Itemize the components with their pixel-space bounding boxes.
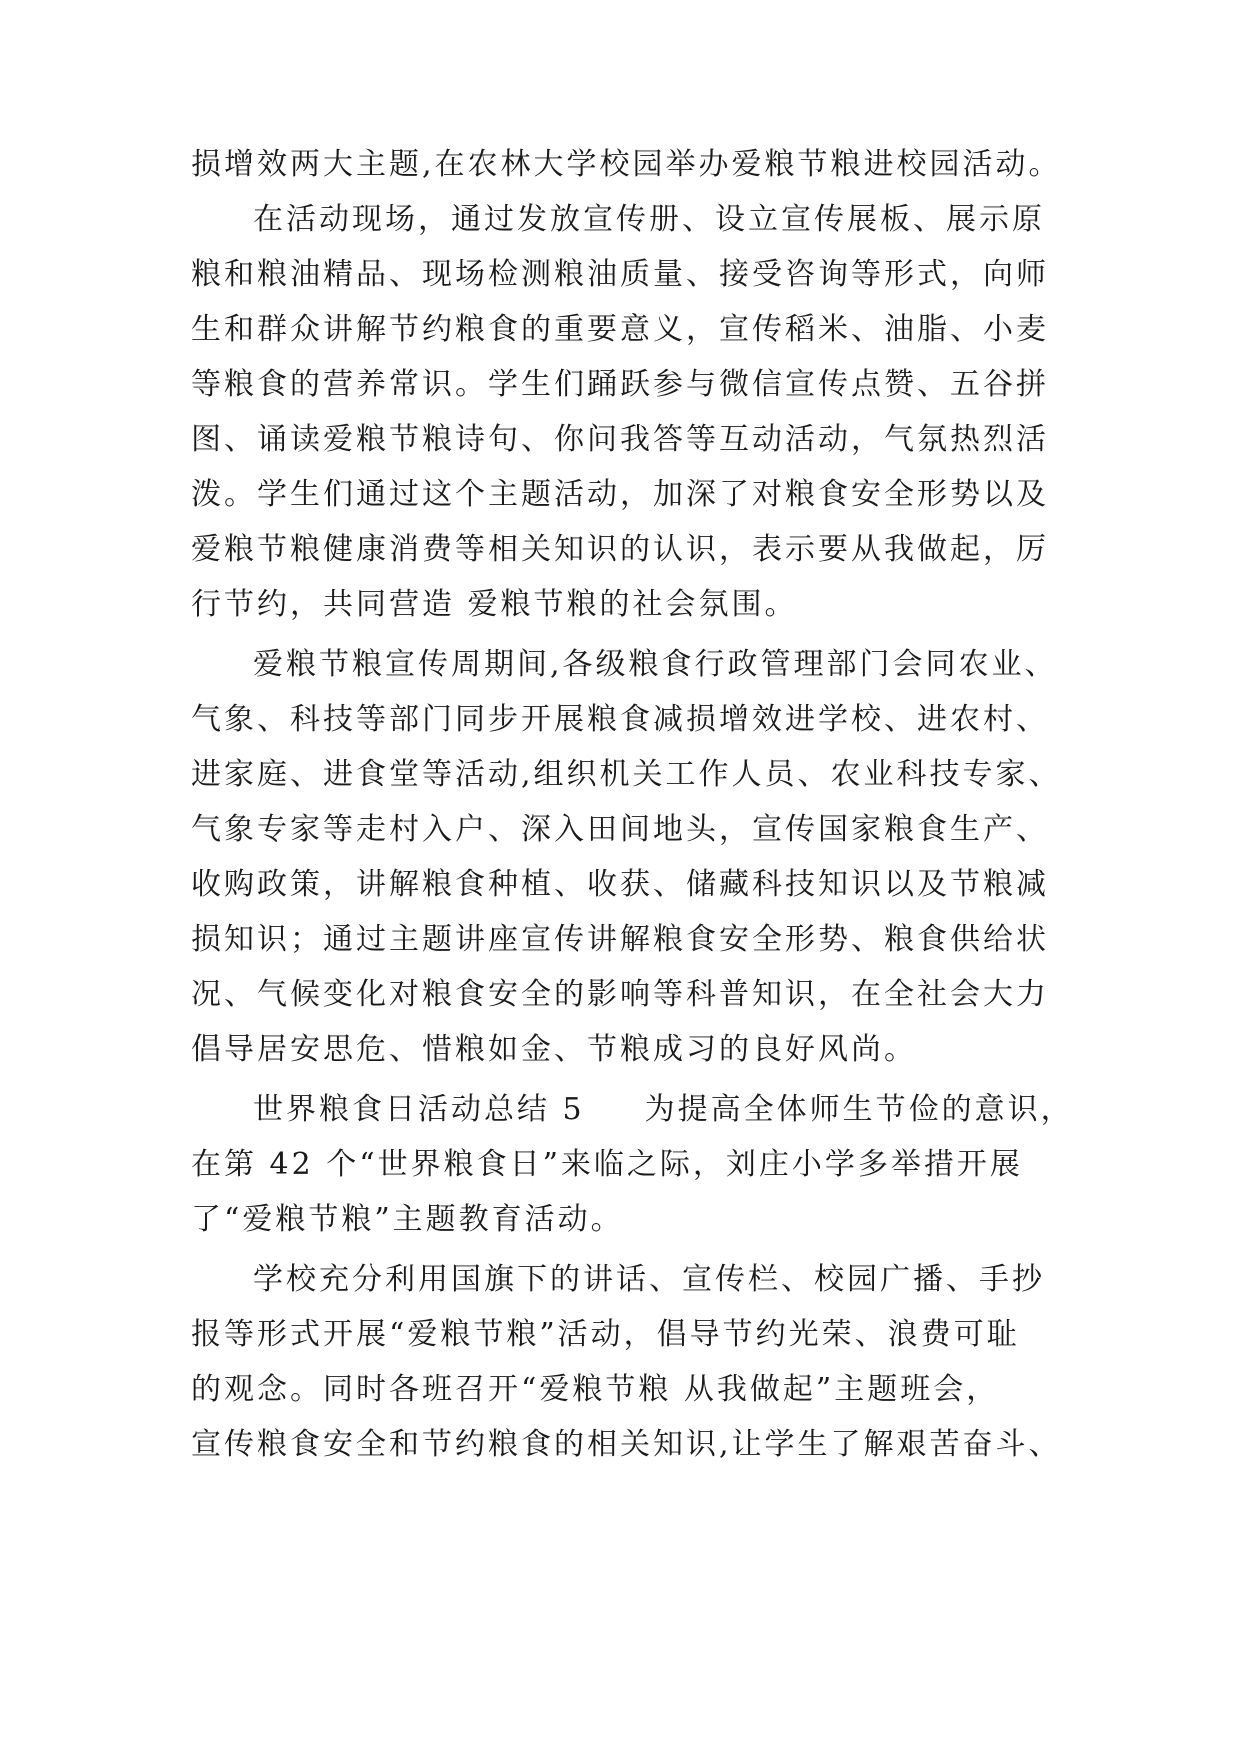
- section-intro-text: 为提高全体师生节俭的意识，: [644, 1092, 1074, 1127]
- paragraph-line: 宣传粮食安全和节约粮食的相关知识,让学生了解艰苦奋斗、: [191, 1427, 1062, 1462]
- paragraph-line: 了“爱粮节粮”主题教育活动。: [191, 1202, 624, 1237]
- paragraph-line: 进家庭、进食堂等活动,组织机关工作人员、农业科技专家、: [191, 757, 1062, 792]
- paragraph-line: 泼。学生们通过这个主题活动，加深了对粮食安全形势以及: [191, 477, 1049, 512]
- paragraph-line: 爱粮节粮宣传周期间,各级粮食行政管理部门会同农业、: [253, 647, 1058, 682]
- paragraph-line: 在活动现场，通过发放宣传册、设立宣传展板、展示原: [253, 202, 1045, 237]
- paragraph-line: 损知识；通过主题讲座宣传讲解粮食安全形势、粮食供给状: [191, 922, 1049, 957]
- paragraph-line: 行节约，共同营造 爱粮节粮的社会氛围。: [191, 587, 798, 622]
- paragraph-line: 爱粮节粮健康消费等相关知识的认识，表示要从我做起，厉: [191, 532, 1049, 567]
- paragraph-line: 图、诵读爱粮节粮诗句、你问我答等互动活动，气氛热烈活: [191, 422, 1049, 457]
- paragraph-line: 气象、科技等部门同步开展粮食减损增效进学校、进农村、: [191, 702, 1049, 737]
- paragraph-line: 倡导居安思危、惜粮如金、节粮成习的良好风尚。: [191, 1032, 917, 1067]
- paragraph-line: 粮和粮油精品、现场检测粮油质量、接受咨询等形式，向师: [191, 257, 1049, 292]
- paragraph-line: 的观念。同时各班召开“爱粮节粮 从我做起”主题班会，: [191, 1372, 1000, 1407]
- paragraph-line: 气象专家等走村入户、深入田间地头，宣传国家粮食生产、: [191, 812, 1049, 847]
- paragraph-line: 在第 42 个“世界粮食日”来临之际，刘庄小学多举措开展: [191, 1147, 1023, 1182]
- paragraph-line: 收购政策，讲解粮食种植、收获、储藏科技知识以及节粮减: [191, 867, 1049, 902]
- paragraph-line: 等粮食的营养常识。学生们踊跃参与微信宣传点赞、五谷拼: [191, 367, 1049, 402]
- paragraph-line: 况、气候变化对粮食安全的影响等科普知识，在全社会大力: [191, 977, 1049, 1012]
- paragraph-line: 生和群众讲解节约粮食的重要意义，宣传稻米、油脂、小麦: [191, 312, 1049, 347]
- paragraph-line: 损增效两大主题,在农林大学校园举办爱粮节粮进校园活动。: [191, 147, 1062, 182]
- section-heading-line: [253, 1090, 1074, 1130]
- section-title: 世界粮食日活动总结 5: [253, 1092, 585, 1127]
- paragraph-line: 报等形式开展“爱粮节粮”活动，倡导节约光荣、浪费可耻: [191, 1317, 1020, 1352]
- paragraph-line: 学校充分利用国旗下的讲话、宣传栏、校园广播、手抄: [253, 1262, 1045, 1297]
